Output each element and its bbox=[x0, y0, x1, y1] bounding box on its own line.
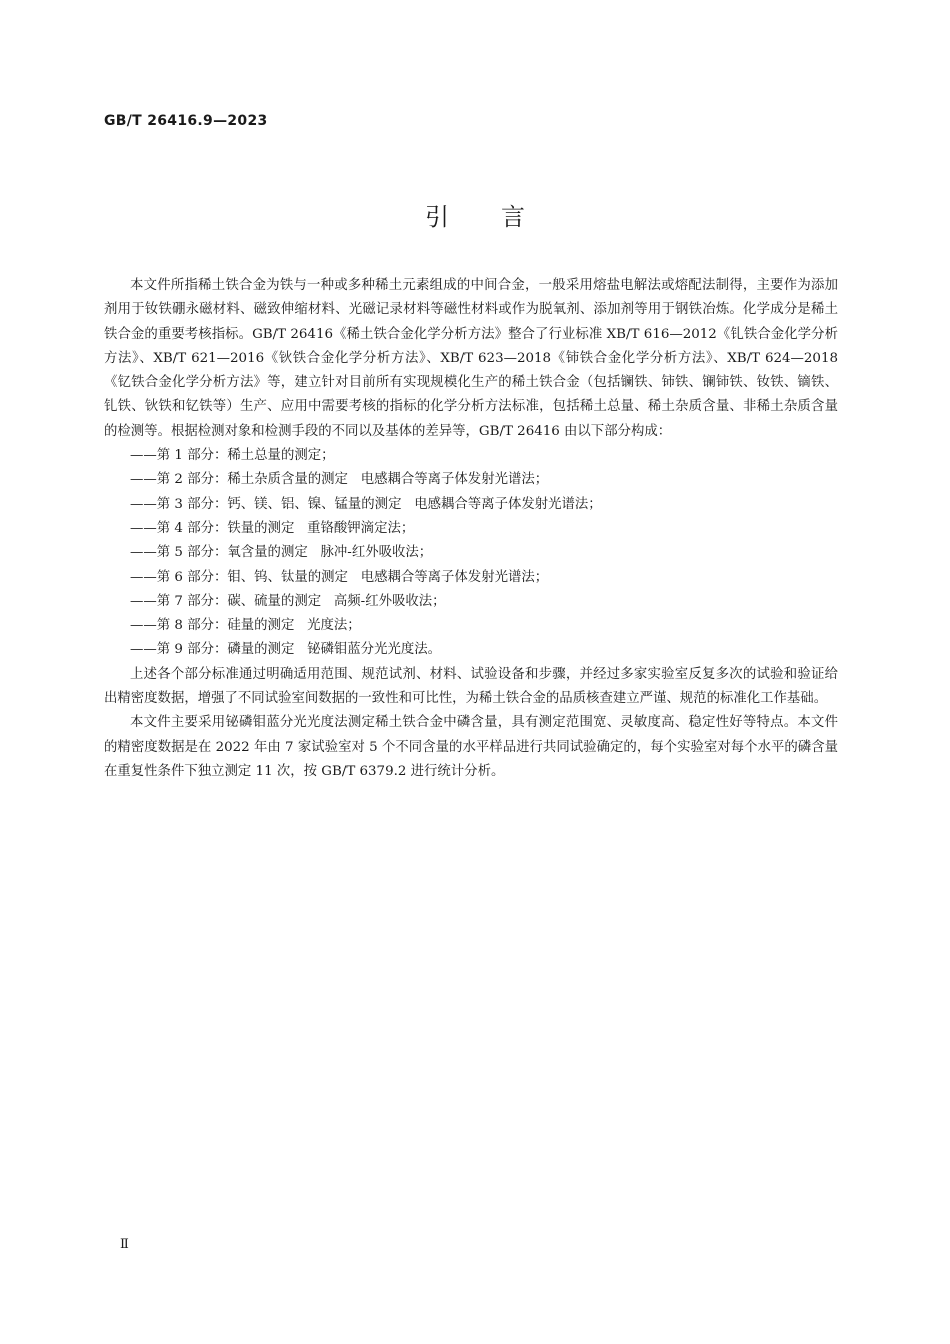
standard-code: GB/T 26416.9—2023 bbox=[104, 113, 268, 129]
list-item: ——第 4 部分：铁量的测定 重铬酸钾滴定法； bbox=[130, 520, 415, 536]
list-item: ——第 2 部分：稀土杂质含量的测定 电感耦合等离子体发射光谱法； bbox=[130, 472, 549, 488]
intro-paragraph-2: 上述各个部分标准通过明确适用范围、规范试剂、材料、试验设备和步骤，并经过多家实验室反复多次的试验和验证给出精密度数据，增强了不同试验室间数据的一致性和可比性，为稀土铁合金的品质核查建立严谨、规范的标准化工作基础。 bbox=[104, 666, 838, 707]
list-item: ——第 1 部分：稀土总量的测定； bbox=[130, 448, 335, 464]
intro-paragraph-3: 本文件主要采用铋磷钼蓝分光光度法测定稀土铁合金中磷含量，具有测定范围宽、灵敏度高、稳定性好等特点。本文件的精密度数据是在 2022 年由 7 家试验室对 5 个不同含量的水平样品进行共同试验确定的，每个实验室对每个水平的磷含量在重复性条件下独立测定 11 次，按 GB/T 6379.2 进行统计分析。 bbox=[104, 715, 838, 779]
list-item: ——第 5 部分：氧含量的测定 脉冲-红外吸收法； bbox=[130, 545, 433, 561]
page-title: 引言 bbox=[425, 203, 577, 231]
list-item: ——第 7 部分：碳、硫量的测定 高频-红外吸收法； bbox=[130, 593, 446, 609]
list-item: ——第 8 部分：硅量的测定 光度法； bbox=[130, 618, 361, 634]
list-item: ——第 9 部分：磷量的测定 铋磷钼蓝分光光度法。 bbox=[130, 642, 442, 658]
document-body bbox=[104, 274, 838, 784]
parts-list bbox=[104, 444, 838, 663]
page-number: Ⅱ bbox=[120, 1237, 129, 1252]
list-item: ——第 6 部分：钼、钨、钛量的测定 电感耦合等离子体发射光谱法； bbox=[130, 569, 549, 585]
list-item: ——第 3 部分：钙、镁、铝、镍、锰量的测定 电感耦合等离子体发射光谱法； bbox=[130, 496, 602, 512]
intro-paragraph-1: 本文件所指稀土铁合金为铁与一种或多种稀土元素组成的中间合金，一般采用熔盐电解法或熔配法制得，主要作为添加剂用于钕铁硼永磁材料、磁致伸缩材料、光磁记录材料等磁性材料或作为脱氧剂、添加剂等用于钢铁冶炼。化学成分是稀土铁合金的重要考核指标。GB/T 26416《稀土铁合金化学分析方法》整合了行业标准 XB/T 616—2012《钆铁合金化学分析方法》、XB/T 621—2016《钬铁合金化学分析方法》、XB/T 623—2018《铈铁合金化学分析方法》、XB/T 624—2018《钇铁合金化学分析方法》等，建立针对目前所有实现规模化生产的稀土铁合金（包括镧铁、铈铁、镧铈铁、钕铁、镝铁、钆铁、钬铁和钇铁等）生产、应用中需要考核的指标的化学分析方法标准，包括稀土总量、稀土杂质含量、非稀土杂质含量的检测等。根据检测对象和检测手段的不同以及基体的差异等，GB/T 26416 由以下部分构成： bbox=[104, 278, 838, 439]
